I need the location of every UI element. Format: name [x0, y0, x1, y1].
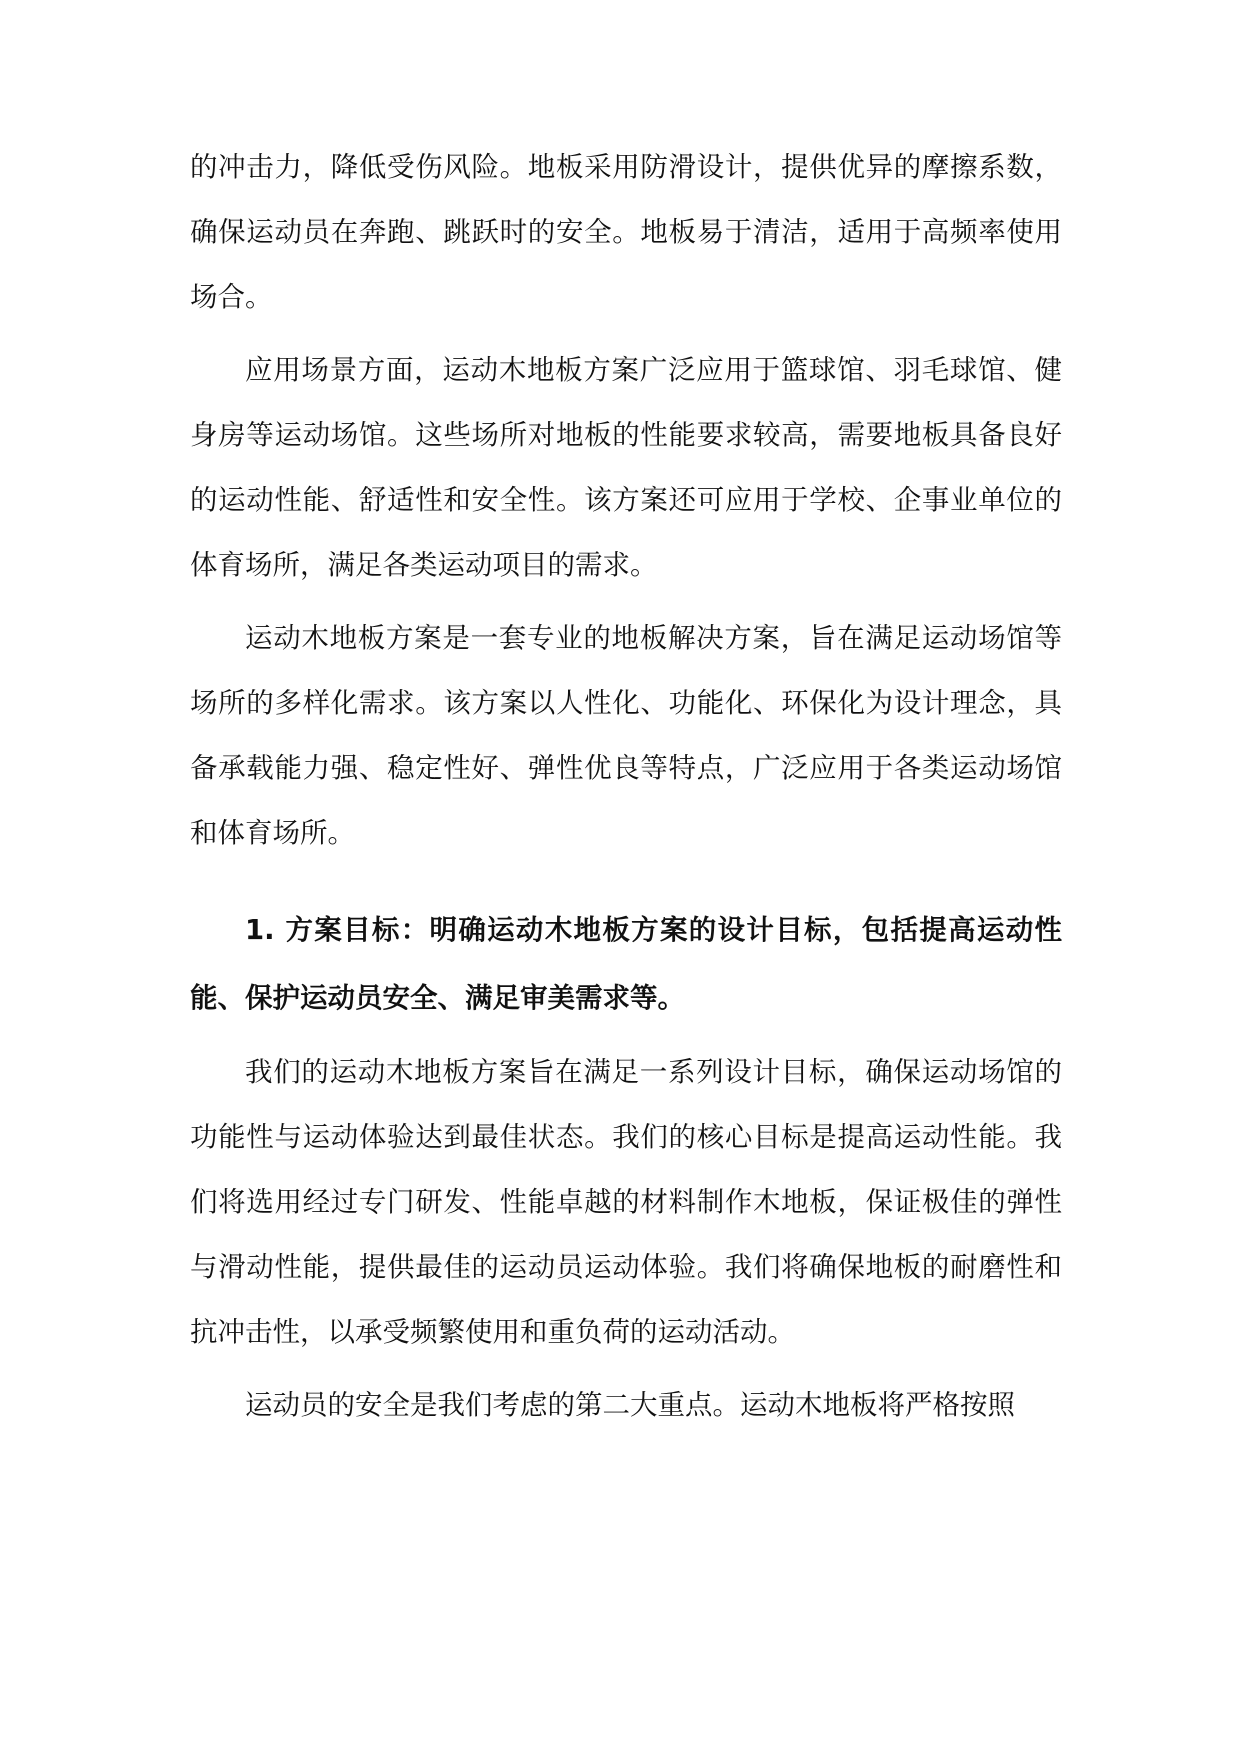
document-body: [190, 135, 1062, 1438]
paragraph-solution-overview: 运动木地板方案是一套专业的地板解决方案，旨在满足运动场馆等场所的多样化需求。该方案以人性化、功能化、环保化为设计理念，具备承载能力强、稳定性好、弹性优良等特点，广泛应用于各类运动场馆和体育场所。: [190, 622, 1062, 849]
paragraph-continuation: 的冲击力，降低受伤风险。地板采用防滑设计，提供优异的摩擦系数，确保运动员在奔跑、跳跃时的安全。地板易于清洁，适用于高频率使用场合。: [190, 151, 1062, 313]
paragraph-athlete-safety: 运动员的安全是我们考虑的第二大重点。运动木地板将严格按照: [245, 1389, 1015, 1421]
paragraph-application-scenarios: 应用场景方面，运动木地板方案广泛应用于篮球馆、羽毛球馆、健身房等运动场馆。这些场所对地板的性能要求较高，需要地板具备良好的运动性能、舒适性和安全性。该方案还可应用于学校、企事业单位的体育场所，满足各类运动项目的需求。: [190, 354, 1062, 581]
section-heading-goals: 1. 方案目标：明确运动木地板方案的设计目标，包括提高运动性能、保护运动员安全、满足审美需求等。: [190, 914, 1062, 1014]
paragraph-design-goals: 我们的运动木地板方案旨在满足一系列设计目标，确保运动场馆的功能性与运动体验达到最佳状态。我们的核心目标是提高运动性能。我们将选用经过专门研发、性能卓越的材料制作木地板，保证极佳的弹性与滑动性能，提供最佳的运动员运动体验。我们将确保地板的耐磨性和抗冲击性，以承受频繁使用和重负荷的运动活动。: [190, 1056, 1062, 1348]
